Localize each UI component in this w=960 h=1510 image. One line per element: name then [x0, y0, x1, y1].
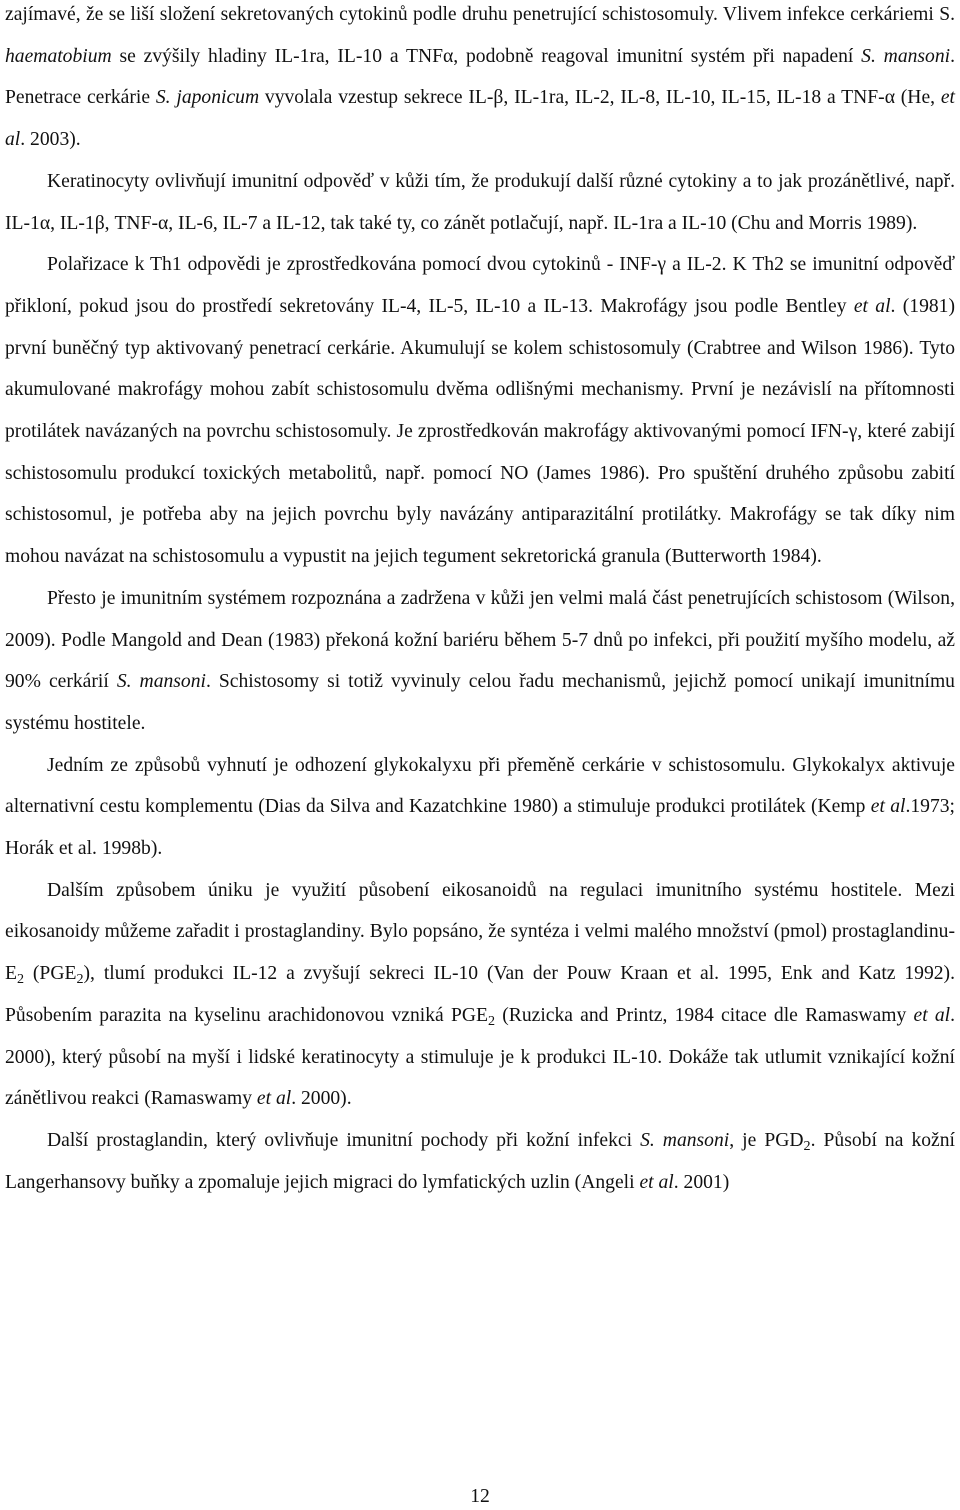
page-number: 12: [470, 1486, 490, 1507]
text-segment: . 2000).: [291, 1088, 352, 1110]
text-segment: vyvolala vzestup sekrece IL-β, IL-1ra, IL-2, IL-8, IL-10, IL-15, IL-18 a TNF-α (He,: [259, 87, 941, 109]
subscript: 2: [76, 971, 84, 988]
italic-citation: et al: [639, 1171, 674, 1193]
italic-species-name: S. japonicum: [155, 87, 260, 109]
italic-citation: et al: [913, 1004, 951, 1026]
text-segment: (PGE: [24, 963, 77, 985]
text-segment: Dalším způsobem úniku je využití působení eikosanoidů na regulaci imunitního systému hostitele. Mezi eikosanoidy můžeme zařadit i prostaglandiny. Bylo popsáno, že syntéza i velmi malého množství (pmol) prostaglandinu-E: [5, 879, 955, 985]
italic-citation: et al: [853, 295, 891, 317]
text-segment: Přesto je imunitním systémem rozpoznána a zadržena v kůži jen velmi malá část penetrujících schistosom (Wilson, 2009). Podle Mangold and Dean (1983) překoná kožní bariéru během 5-7 dnů po infekci, při použití myšího modelu, až 90% cerkárií: [5, 587, 955, 693]
text-segment: . 2000), který působí na myší i lidské keratinocyty a stimuluje je k produkci IL-10. Dokáže tak utlumit vznikající kožní zánětlivou reakci (Ramaswamy: [5, 1004, 956, 1110]
subscript: 2: [16, 971, 25, 988]
italic-species-name: haematobium: [5, 45, 112, 67]
text-segment: zajímavé, že se liší složení sekretovaných cytokinů podle druhu penetrující schistosomuly. Vlivem infekce cerkáriemi S.: [5, 4, 955, 25]
paragraph-7: [5, 1120, 955, 1203]
paragraph-3: [5, 244, 955, 578]
italic-citation: et al: [870, 796, 906, 818]
text-segment: Keratinocyty ovlivňují imunitní odpověď v kůži tím, že produkují další různé cytokiny a to jak prozánětlivé, např. IL-1α, IL-1β, TNF-α, IL-6, IL-7 a IL-12, tak také ty, co zánět potlačují, např. IL-1ra a IL-10 (Chu and Morris 1989).: [5, 170, 955, 234]
paragraph-5: [5, 745, 955, 870]
text-segment: se zvýšily hladiny IL-1ra, IL-10 a TNFα, podobně reagoval imunitní systém při napadení: [111, 45, 862, 67]
text-segment: , je PGD: [729, 1129, 804, 1151]
paragraph-6: [5, 870, 955, 1120]
italic-species-name: S. mansoni: [640, 1129, 730, 1151]
text-segment: Další prostaglandin, který ovlivňuje imunitní pochody při kožní infekci: [47, 1129, 641, 1151]
subscript: 2: [487, 1013, 496, 1030]
text-segment: Polařizace k Th1 odpovědi je zprostředkována pomocí dvou cytokinů - INF-γ a IL-2. K Th2 se imunitní odpověď přikloní, pokud jsou do prostředí sekretovány IL-4, IL-5, IL-10 a IL-13. Makrofágy jsou podle Bentley: [5, 254, 955, 317]
italic-species-name: S. mansoni: [861, 45, 951, 67]
text-segment: . Schistosomy si totiž vyvinuly celou řadu mechanismů, jejichž pomocí unikají imunitnímu systému hostitele.: [5, 671, 955, 734]
paragraph-4: [5, 578, 955, 745]
italic-citation: et al: [256, 1088, 292, 1110]
text-segment: ), tlumí produkci IL-12 a zvyšují sekreci IL-10 (Van der Pouw Kraan et al. 1995, Enk and Katz 1992). Působením parazita na kyselinu arachidonovou vzniká PGE: [5, 963, 955, 1026]
text-segment: . 2001): [673, 1171, 730, 1193]
text-segment: . (1981) první buněčný typ aktivovaný penetrací cerkárie. Akumulují se kolem schistosomuly (Crabtree and Wilson 1986). Tyto akumulované makrofágy mohou zabít schistosomulu dvěma odlišnými mechanismy. První je nezávislí na přítomnosti protilátek navázaných na povrchu schistosomuly. Je zprostředkován makrofágy aktivovanými pomocí IFN-γ, které zabijí schistosomulu produkcí toxických metabolitů, např. pomocí NO (James 1986). Pro spuštění druhého způsobu zabití schistosomul, je potřeba aby na jejich povrchu byly navázány antiparazitální protilátky. Makrofágy se tak díky nim mohou navázat na schistosomulu a vypustit na jejich tegument sekretorická granula (Butterworth 1984).: [5, 295, 955, 568]
italic-species-name: S. mansoni: [116, 671, 206, 693]
italic-citation: et al: [5, 87, 955, 151]
text-segment: . Působí na kožní Langerhansovy buňky a zpomaluje jejich migraci do lymfatických uzlin (Angeli: [5, 1129, 955, 1193]
text-segment: (Ruzicka and Printz, 1984 citace dle Ramaswamy: [495, 1004, 914, 1026]
document-body: [5, 0, 955, 1203]
subscript: 2: [803, 1138, 811, 1155]
text-segment: .1973; Horák et al. 1998b).: [5, 796, 955, 860]
text-segment: Jedním ze způsobů vyhnutí je odhození glykokalyxu při přeměně cerkárie v schistosomulu. Glykokalyx aktivuje alternativní cestu komplementu (Dias da Silva and Kazatchkine 1980) a stimuluje produkci protilátek (Kemp: [5, 754, 955, 818]
text-segment: . Penetrace cerkárie: [5, 45, 955, 109]
paragraph-2: [5, 161, 955, 244]
text-segment: . 2003).: [20, 129, 81, 151]
paragraph-1: [5, 0, 955, 161]
